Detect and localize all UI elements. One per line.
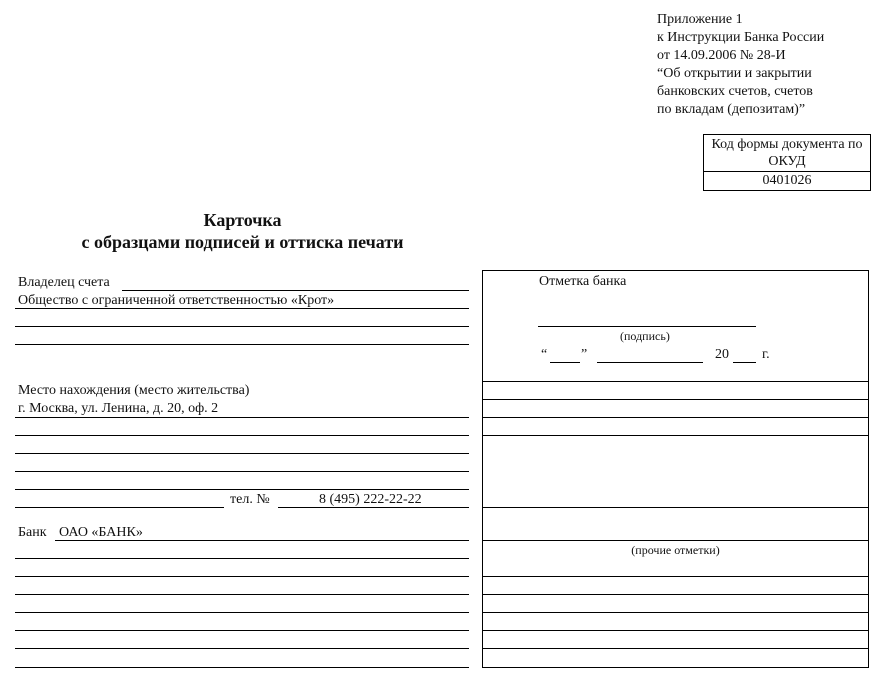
bank-label: Банк [18, 525, 47, 540]
appendix-line: к Инструкции Банка России [657, 30, 825, 45]
location-value[interactable]: г. Москва, ул. Ленина, д. 20, оф. 2 [18, 401, 219, 416]
bank-mark-box [482, 270, 869, 668]
field-line [15, 612, 469, 613]
field-line [15, 507, 224, 508]
date-month-line[interactable] [597, 362, 703, 363]
row-divider [482, 399, 869, 400]
field-line [15, 576, 469, 577]
row-divider [482, 612, 869, 613]
row-divider [482, 576, 869, 577]
form-code-box [703, 134, 871, 191]
row-divider [482, 417, 869, 418]
row-divider [482, 381, 869, 382]
field-line [15, 489, 469, 490]
field-line [15, 326, 469, 327]
field-line [15, 558, 469, 559]
field-line [15, 667, 469, 668]
appendix-line: “Об открытии и закрытии [657, 66, 812, 81]
row-divider [482, 630, 869, 631]
field-line [15, 630, 469, 631]
owner-value[interactable]: Общество с ограниченной ответственностью «Крот» [18, 293, 335, 308]
document-title: Карточка [203, 210, 282, 230]
appendix-line: по вкладам (депозитам)” [657, 102, 806, 117]
bank-value[interactable]: ОАО «БАНК» [59, 525, 143, 540]
location-label: Место нахождения (место жительства) [18, 383, 250, 398]
field-line [15, 435, 469, 436]
owner-label: Владелец счета [18, 275, 110, 290]
row-divider [482, 648, 869, 649]
date-year-line[interactable] [733, 362, 756, 363]
appendix-line: от 14.09.2006 № 28-И [657, 48, 786, 63]
form-code-value: 0401026 [762, 173, 812, 188]
row-divider [482, 540, 869, 541]
field-line [15, 453, 469, 454]
field-line [15, 594, 469, 595]
appendix-line: банковских счетов, счетов [657, 84, 813, 99]
signature-line[interactable] [538, 326, 756, 327]
field-line [15, 471, 469, 472]
document-subtitle: с образцами подписей и оттиска печати [81, 232, 404, 252]
field-line [15, 308, 469, 309]
field-line [15, 417, 469, 418]
field-line [15, 344, 469, 345]
date-year-suffix: г. [762, 347, 770, 362]
date-quote-close: ” [581, 347, 588, 362]
bank-line [55, 540, 469, 541]
row-divider [482, 594, 869, 595]
appendix-line: Приложение 1 [657, 12, 743, 27]
date-quote-open: “ [541, 347, 548, 362]
phone-label: тел. № [230, 492, 270, 507]
other-marks-caption: (прочие отметки) [631, 543, 720, 557]
date-day-line[interactable] [550, 362, 580, 363]
date-year-prefix: 20 [715, 347, 729, 362]
field-line [15, 648, 469, 649]
bank-mark-title: Отметка банка [539, 274, 627, 289]
row-divider [482, 507, 869, 508]
form-code-header: Код формы документа по ОКУД [704, 135, 870, 172]
appendix-note [657, 11, 824, 119]
row-divider [482, 435, 869, 436]
signature-caption: (подпись) [620, 329, 670, 343]
owner-line [122, 290, 469, 291]
phone-value[interactable]: 8 (495) 222-22-22 [319, 492, 422, 507]
